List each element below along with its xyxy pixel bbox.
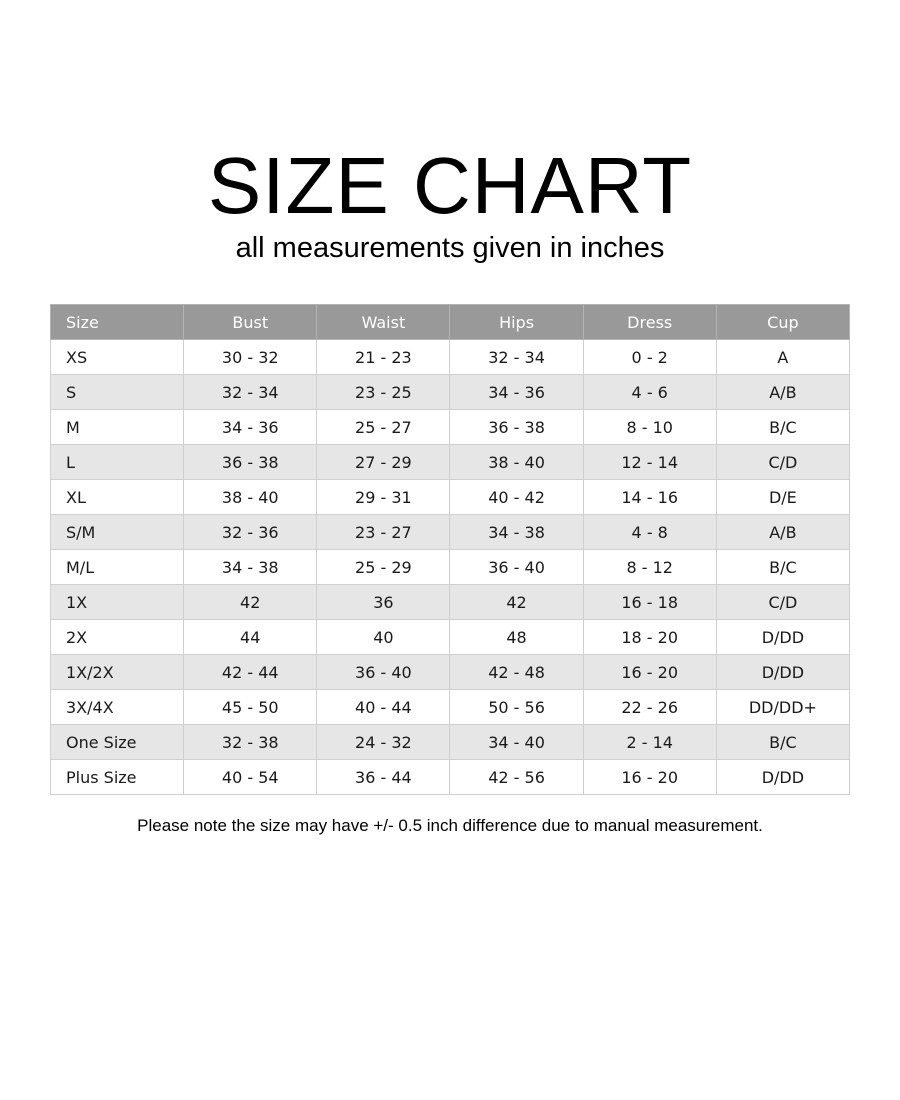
cell-waist: 40 - 44 [317, 690, 450, 725]
cell-dress: 4 - 6 [583, 375, 716, 410]
cell-bust: 36 - 38 [184, 445, 317, 480]
cell-dress: 2 - 14 [583, 725, 716, 760]
cell-size: 1X/2X [51, 655, 184, 690]
column-header-cup: Cup [716, 305, 849, 340]
cell-hips: 36 - 38 [450, 410, 583, 445]
table-row [51, 620, 850, 655]
cell-size: XL [51, 480, 184, 515]
cell-cup: A/B [716, 375, 849, 410]
cell-dress: 22 - 26 [583, 690, 716, 725]
cell-dress: 14 - 16 [583, 480, 716, 515]
cell-bust: 44 [184, 620, 317, 655]
cell-dress: 8 - 12 [583, 550, 716, 585]
cell-hips: 34 - 36 [450, 375, 583, 410]
cell-dress: 8 - 10 [583, 410, 716, 445]
cell-dress: 0 - 2 [583, 340, 716, 375]
cell-hips: 36 - 40 [450, 550, 583, 585]
cell-bust: 32 - 36 [184, 515, 317, 550]
cell-hips: 34 - 38 [450, 515, 583, 550]
cell-hips: 42 [450, 585, 583, 620]
cell-hips: 42 - 56 [450, 760, 583, 795]
column-header-hips: Hips [450, 305, 583, 340]
cell-bust: 40 - 54 [184, 760, 317, 795]
cell-waist: 36 - 40 [317, 655, 450, 690]
cell-cup: D/DD [716, 760, 849, 795]
cell-waist: 25 - 27 [317, 410, 450, 445]
cell-bust: 34 - 38 [184, 550, 317, 585]
cell-bust: 32 - 38 [184, 725, 317, 760]
cell-bust: 42 [184, 585, 317, 620]
cell-size: S [51, 375, 184, 410]
cell-dress: 16 - 18 [583, 585, 716, 620]
cell-waist: 27 - 29 [317, 445, 450, 480]
table-row [51, 515, 850, 550]
cell-cup: C/D [716, 585, 849, 620]
cell-cup: B/C [716, 550, 849, 585]
cell-waist: 36 [317, 585, 450, 620]
table-row [51, 690, 850, 725]
column-header-dress: Dress [583, 305, 716, 340]
table-row [51, 480, 850, 515]
cell-size: M/L [51, 550, 184, 585]
cell-size: XS [51, 340, 184, 375]
table-row [51, 760, 850, 795]
cell-waist: 24 - 32 [317, 725, 450, 760]
cell-hips: 48 [450, 620, 583, 655]
cell-waist: 40 [317, 620, 450, 655]
size-chart-table [50, 304, 850, 795]
table-row [51, 340, 850, 375]
column-header-waist: Waist [317, 305, 450, 340]
table-header-row [51, 305, 850, 340]
cell-waist: 36 - 44 [317, 760, 450, 795]
column-header-bust: Bust [184, 305, 317, 340]
cell-size: 1X [51, 585, 184, 620]
cell-size: S/M [51, 515, 184, 550]
cell-cup: DD/DD+ [716, 690, 849, 725]
table-row [51, 410, 850, 445]
cell-bust: 34 - 36 [184, 410, 317, 445]
cell-dress: 12 - 14 [583, 445, 716, 480]
cell-cup: D/DD [716, 655, 849, 690]
cell-hips: 40 - 42 [450, 480, 583, 515]
cell-waist: 21 - 23 [317, 340, 450, 375]
measurement-note: Please note the size may have +/- 0.5 inch difference due to manual measurement. [137, 816, 763, 835]
cell-size: M [51, 410, 184, 445]
cell-cup: B/C [716, 725, 849, 760]
cell-waist: 29 - 31 [317, 480, 450, 515]
cell-dress: 16 - 20 [583, 655, 716, 690]
cell-hips: 50 - 56 [450, 690, 583, 725]
page-title: SIZE CHART [207, 141, 693, 230]
cell-waist: 23 - 27 [317, 515, 450, 550]
cell-cup: C/D [716, 445, 849, 480]
cell-bust: 30 - 32 [184, 340, 317, 375]
page-subtitle: all measurements given in inches [235, 232, 665, 264]
cell-dress: 4 - 8 [583, 515, 716, 550]
cell-hips: 38 - 40 [450, 445, 583, 480]
cell-bust: 42 - 44 [184, 655, 317, 690]
table-row [51, 585, 850, 620]
cell-size: One Size [51, 725, 184, 760]
table-row [51, 375, 850, 410]
table-row [51, 445, 850, 480]
cell-waist: 23 - 25 [317, 375, 450, 410]
table-body [51, 340, 850, 795]
column-header-size: Size [51, 305, 184, 340]
cell-cup: D/E [716, 480, 849, 515]
cell-hips: 42 - 48 [450, 655, 583, 690]
cell-cup: A [716, 340, 849, 375]
table-row [51, 725, 850, 760]
cell-size: Plus Size [51, 760, 184, 795]
cell-waist: 25 - 29 [317, 550, 450, 585]
cell-bust: 45 - 50 [184, 690, 317, 725]
cell-dress: 18 - 20 [583, 620, 716, 655]
cell-size: 2X [51, 620, 184, 655]
cell-hips: 32 - 34 [450, 340, 583, 375]
cell-hips: 34 - 40 [450, 725, 583, 760]
cell-bust: 32 - 34 [184, 375, 317, 410]
cell-size: 3X/4X [51, 690, 184, 725]
cell-cup: B/C [716, 410, 849, 445]
table-row [51, 550, 850, 585]
table-row [51, 655, 850, 690]
cell-size: L [51, 445, 184, 480]
cell-cup: A/B [716, 515, 849, 550]
cell-dress: 16 - 20 [583, 760, 716, 795]
cell-bust: 38 - 40 [184, 480, 317, 515]
cell-cup: D/DD [716, 620, 849, 655]
